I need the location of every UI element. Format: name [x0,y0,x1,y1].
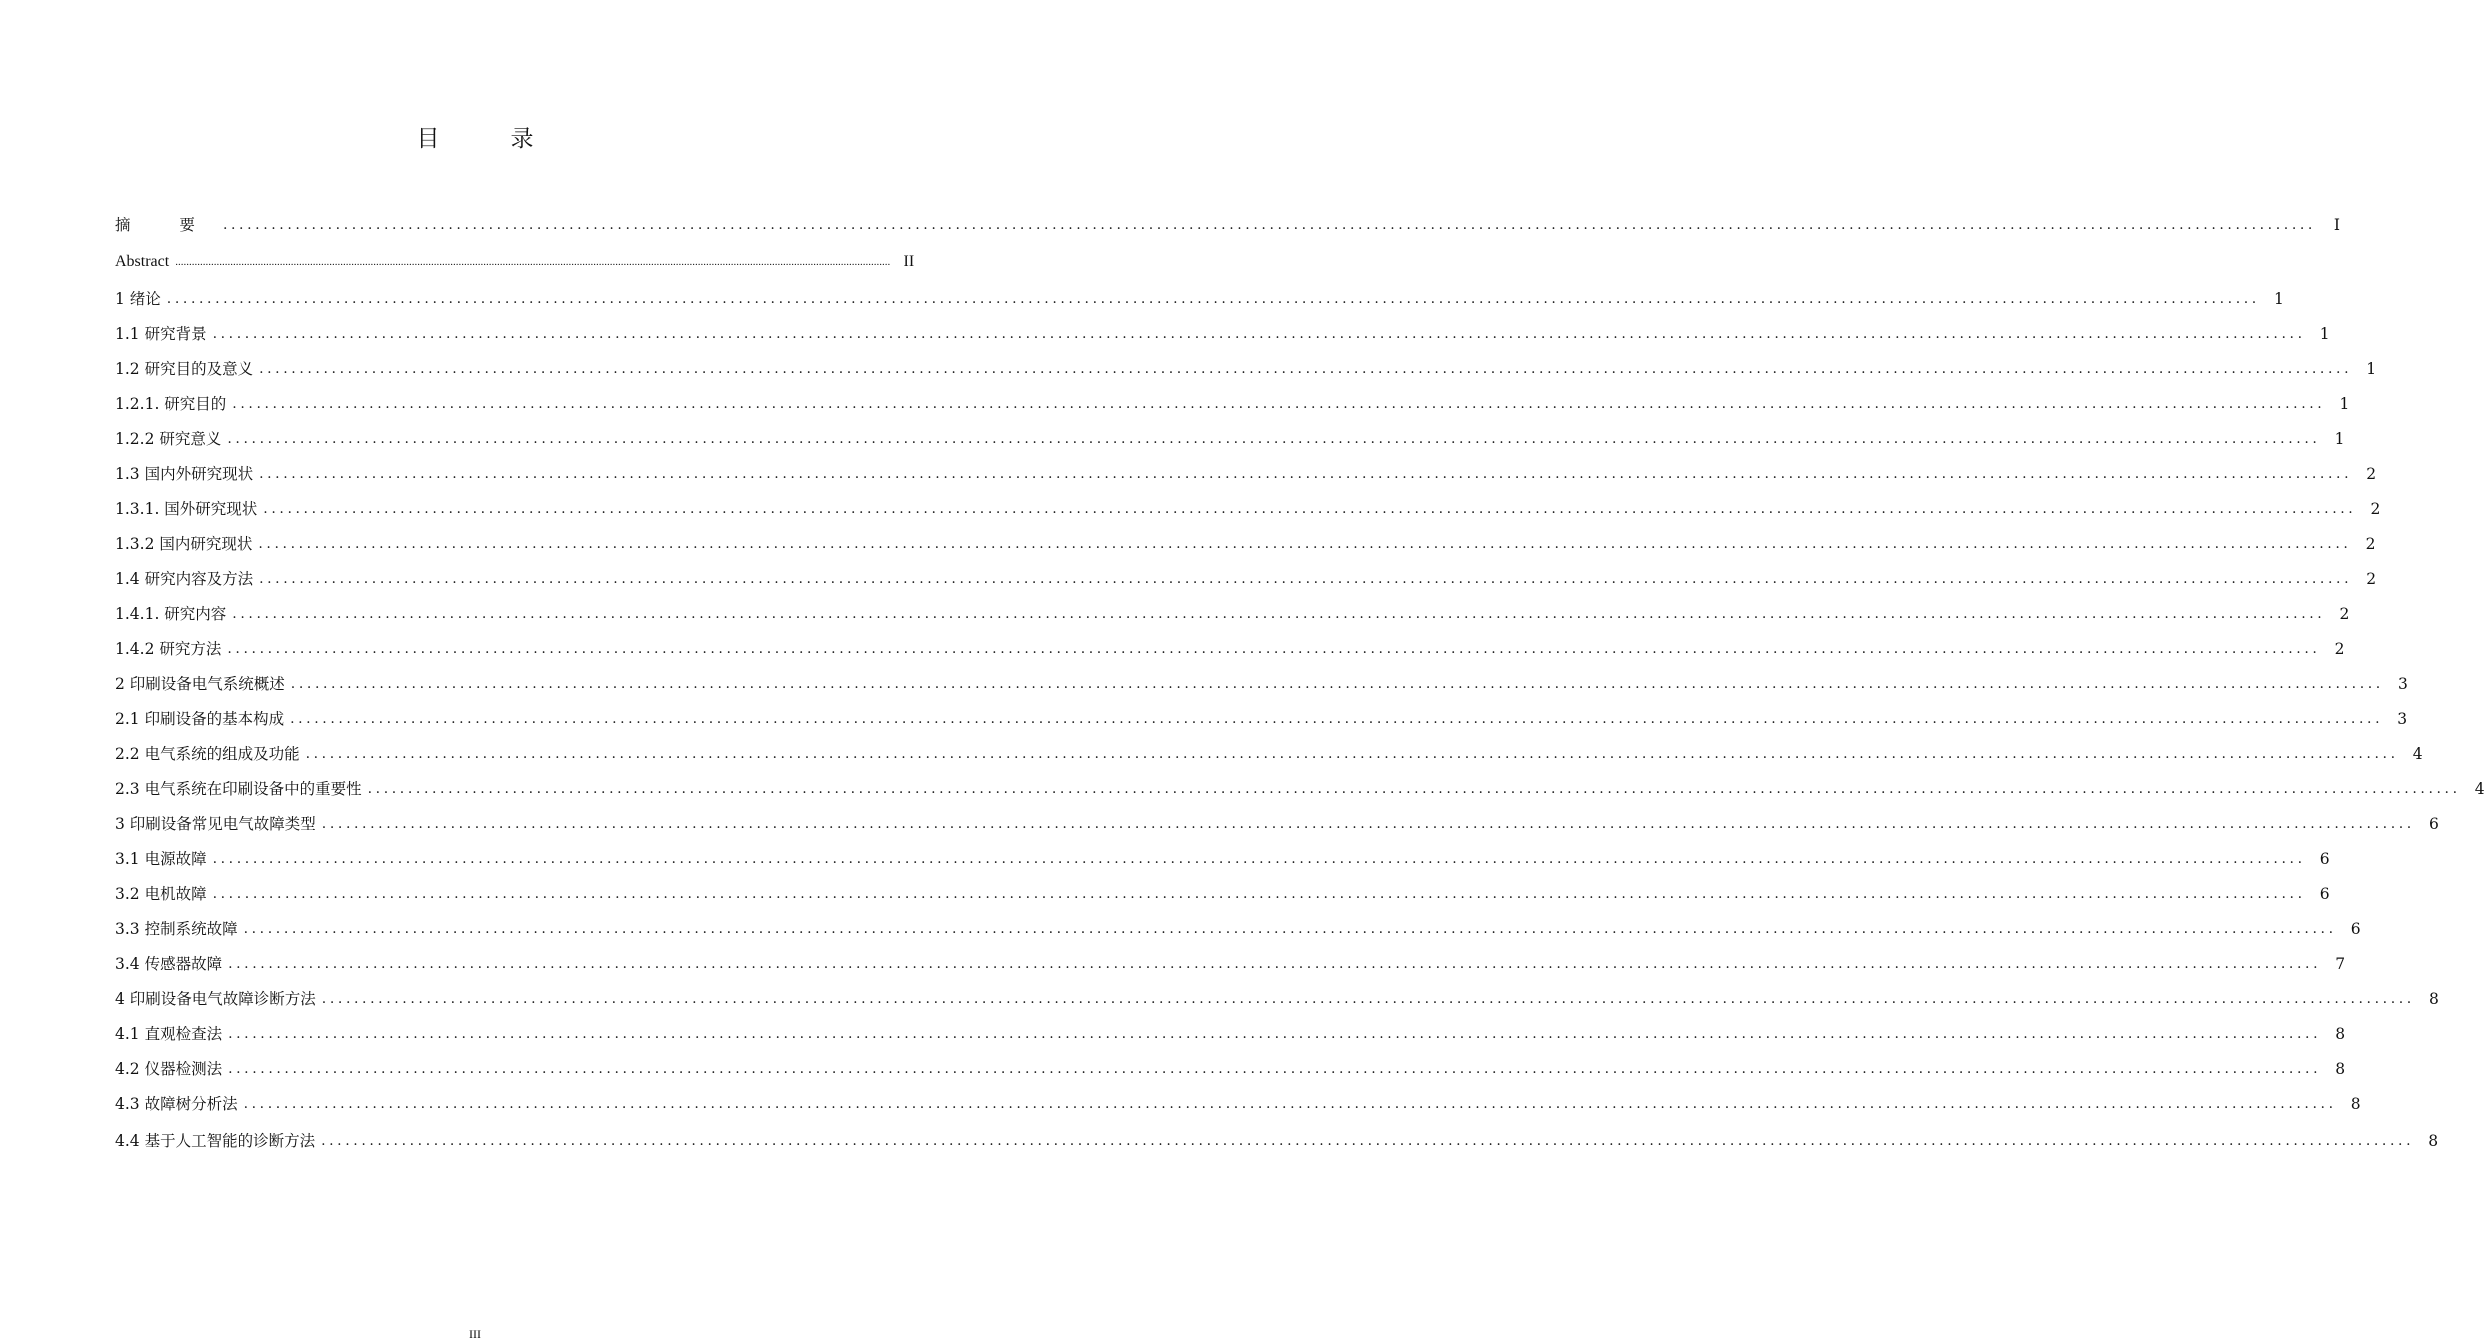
toc-entry[interactable] [115,771,2485,806]
table-of-contents [115,207,2485,1161]
toc-entry-page: 8 [2335,1059,2346,1078]
toc-leader-dots: .................................................................................................................................................................................................................................................................... [290,675,2384,692]
toc-entry-label: 1.4.2 研究方法 [115,639,227,659]
toc-leader-dots: .................................................................................................................................................................................................................................................................... [232,395,2326,412]
toc-leader-dots: .................................................................................................................................................................................................................................................................... [166,290,2260,307]
toc-entry[interactable] [115,351,2377,386]
toc-entry[interactable] [115,281,2284,316]
toc-entry[interactable] [115,596,2350,631]
toc-entry[interactable] [115,981,2439,1016]
toc-leader-dots: .................................................................................................................................................................................................................................................................... [228,955,2322,972]
toc-entry-label: 2 印刷设备电气系统概述 [115,674,291,694]
toc-entry-label: 1.2 研究目的及意义 [115,359,259,379]
toc-entry[interactable] [115,421,2345,456]
toc-entry-label: 2.3 电气系统在印刷设备中的重要性 [115,779,368,799]
toc-entry-page: 2 [2366,569,2377,588]
toc-entry-page: 2 [2339,604,2350,623]
toc-entry[interactable] [115,841,2330,876]
toc-leader-dots: .................................................................................................................................................................................................................................................................... [259,360,2353,377]
toc-entry[interactable] [115,1051,2346,1086]
toc-entry-page: 7 [2335,954,2346,973]
toc-entry[interactable] [115,736,2423,771]
toc-entry-page: 3 [2397,674,2408,693]
toc-leader-dots: .................................................................................................................................................................................................................................................................... [212,885,2306,902]
toc-entry-page: I [2333,215,2340,234]
toc-entry[interactable] [115,561,2377,596]
toc-entry-label: 3.3 控制系统故障 [115,919,244,939]
toc-entry-label: Abstract [115,252,175,272]
toc-entry-label: 3.2 电机故障 [115,884,213,904]
toc-entry-page: 2 [2366,464,2377,483]
toc-entry-label: 摘 要 [115,215,223,235]
toc-entry-page: II [903,252,915,270]
toc-entry-label: 4.4 基于人工智能的诊断方法 [115,1131,321,1151]
toc-entry[interactable] [115,806,2439,841]
toc-entry-label: 1.2.2 研究意义 [115,429,227,449]
toc-leader-dots: .................................................................................................................................................................................................................................................................... [227,640,2321,657]
toc-entry-page: 2 [2370,499,2381,518]
toc-leader-dots: .................................................................................................................................................................................................................................................................... [228,1025,2322,1042]
toc-entry-page: 1 [2319,324,2330,343]
toc-entry[interactable] [115,1016,2346,1051]
toc-entry-page: 6 [2319,849,2330,868]
toc-entry-page: 8 [2428,989,2439,1008]
toc-entry[interactable] [115,386,2350,421]
toc-entry-page: 6 [2350,919,2361,938]
toc-entry-page: 2 [2334,639,2345,658]
toc-leader-dots: .................................................................................................................................................................................................................................................................... [212,850,2306,867]
page-number: III [469,1327,481,1341]
toc-entry-label: 1.3.2 国内研究现状 [115,534,258,554]
toc-entry-page: 6 [2428,814,2439,833]
toc-entry[interactable] [115,207,2340,242]
toc-entry-label: 1.1 研究背景 [115,324,213,344]
page-title: 目 录 [416,126,558,152]
toc-entry-page: 1 [2366,359,2377,378]
toc-entry[interactable] [115,701,2408,736]
toc-entry-label: 1.3.1. 国外研究现状 [115,499,263,519]
toc-leader-dots: .................................................................................................................................................................................................................................................................... [321,990,2415,1007]
toc-entry-label: 1.4.1. 研究内容 [115,604,232,624]
toc-entry-label: 3.4 传感器故障 [115,954,228,974]
toc-leader-dots: .................................................................................................................................................................................................................................................................... [263,500,2357,517]
toc-leader-dots: .................................................................................................................................................................................................................................................................... [243,1095,2337,1112]
toc-entry-label: 3 印刷设备常见电气故障类型 [115,814,322,834]
toc-leader-dots: .................................................................................................................................................................................................................................................................... [212,325,2306,342]
toc-entry[interactable] [115,666,2408,701]
toc-entry-page: 1 [2273,289,2284,308]
toc-entry[interactable] [115,491,2381,526]
toc-entry-page: 8 [2428,1132,2439,1150]
toc-entry-label: 4.2 仪器检测法 [115,1059,228,1079]
toc-entry-page: 2 [2365,534,2376,553]
toc-entry-label: 3.1 电源故障 [115,849,213,869]
toc-entry-page: 3 [2397,709,2408,728]
toc-leader-dots: .................................................................................................................................................................................................................................................................... [305,745,2399,762]
toc-leader-dots: .................................................................................................................................................................................................................................................................... [228,1060,2322,1077]
toc-entry-label: 1.4 研究内容及方法 [115,569,259,589]
toc-entry[interactable] [115,1086,2361,1121]
toc-leader-dots: .................................................................................................................................................................................................................................................................... [321,815,2415,832]
toc-leader-dots: .................................................................................................................................................................................................................................................................... [259,570,2353,587]
toc-entry[interactable] [115,526,2376,561]
toc-leader-dots: .................................................................................................................................................................................................................................................................... [227,430,2321,447]
toc-entry-page: 8 [2350,1094,2361,1113]
toc-entry-label: 2.2 电气系统的组成及功能 [115,744,306,764]
toc-entry[interactable] [115,876,2330,911]
toc-entry-page: 4 [2412,744,2423,763]
toc-entry-page: 6 [2319,884,2330,903]
toc-entry-label: 1 绪论 [115,289,167,309]
toc-entry-label: 2.1 印刷设备的基本构成 [115,709,290,729]
toc-entry-label: 1.3 国内外研究现状 [115,464,259,484]
toc-leader-dots: .................................................................................................................................................................................................................................................................... [232,605,2326,622]
toc-entry-label: 4 印刷设备电气故障诊断方法 [115,989,322,1009]
toc-leader-dots: .................................................................................................................................................................................................................................................................... [290,710,2384,727]
toc-entry-page: 1 [2339,394,2350,413]
toc-entry[interactable] [115,1121,2439,1161]
toc-leader-dots: .................................................................................................................................................................................................................................................................... [321,1133,2415,1149]
toc-leader-dots: .................................................................................................................................................................................................................................................................... [243,920,2337,937]
toc-entry-label: 4.1 直观检查法 [115,1024,228,1044]
toc-entry-page: 8 [2335,1024,2346,1043]
toc-entry[interactable] [115,631,2345,666]
toc-entry[interactable] [115,911,2361,946]
toc-leader-dots: .................................................................................................................................................................................................................................................................... [259,465,2353,482]
toc-leader-dots: .................................................................................................................................................................................................................................................................... [258,535,2352,552]
toc-entry[interactable] [115,316,2330,351]
toc-leader-dots: .................................................................................................................................................................................................................................................................... [175,255,891,268]
toc-entry[interactable] [115,946,2346,981]
toc-leader-dots: .................................................................................................................................................................................................................................................................... [367,780,2461,797]
toc-entry-label: 4.3 故障树分析法 [115,1094,244,1114]
toc-entry[interactable] [115,242,915,281]
toc-entry-page: 4 [2474,779,2485,798]
toc-entry[interactable] [115,456,2377,491]
toc-entry-page: 1 [2334,429,2345,448]
toc-leader-dots: .................................................................................................................................................................................................................................................................... [222,216,2316,233]
toc-entry-label: 1.2.1. 研究目的 [115,394,232,414]
